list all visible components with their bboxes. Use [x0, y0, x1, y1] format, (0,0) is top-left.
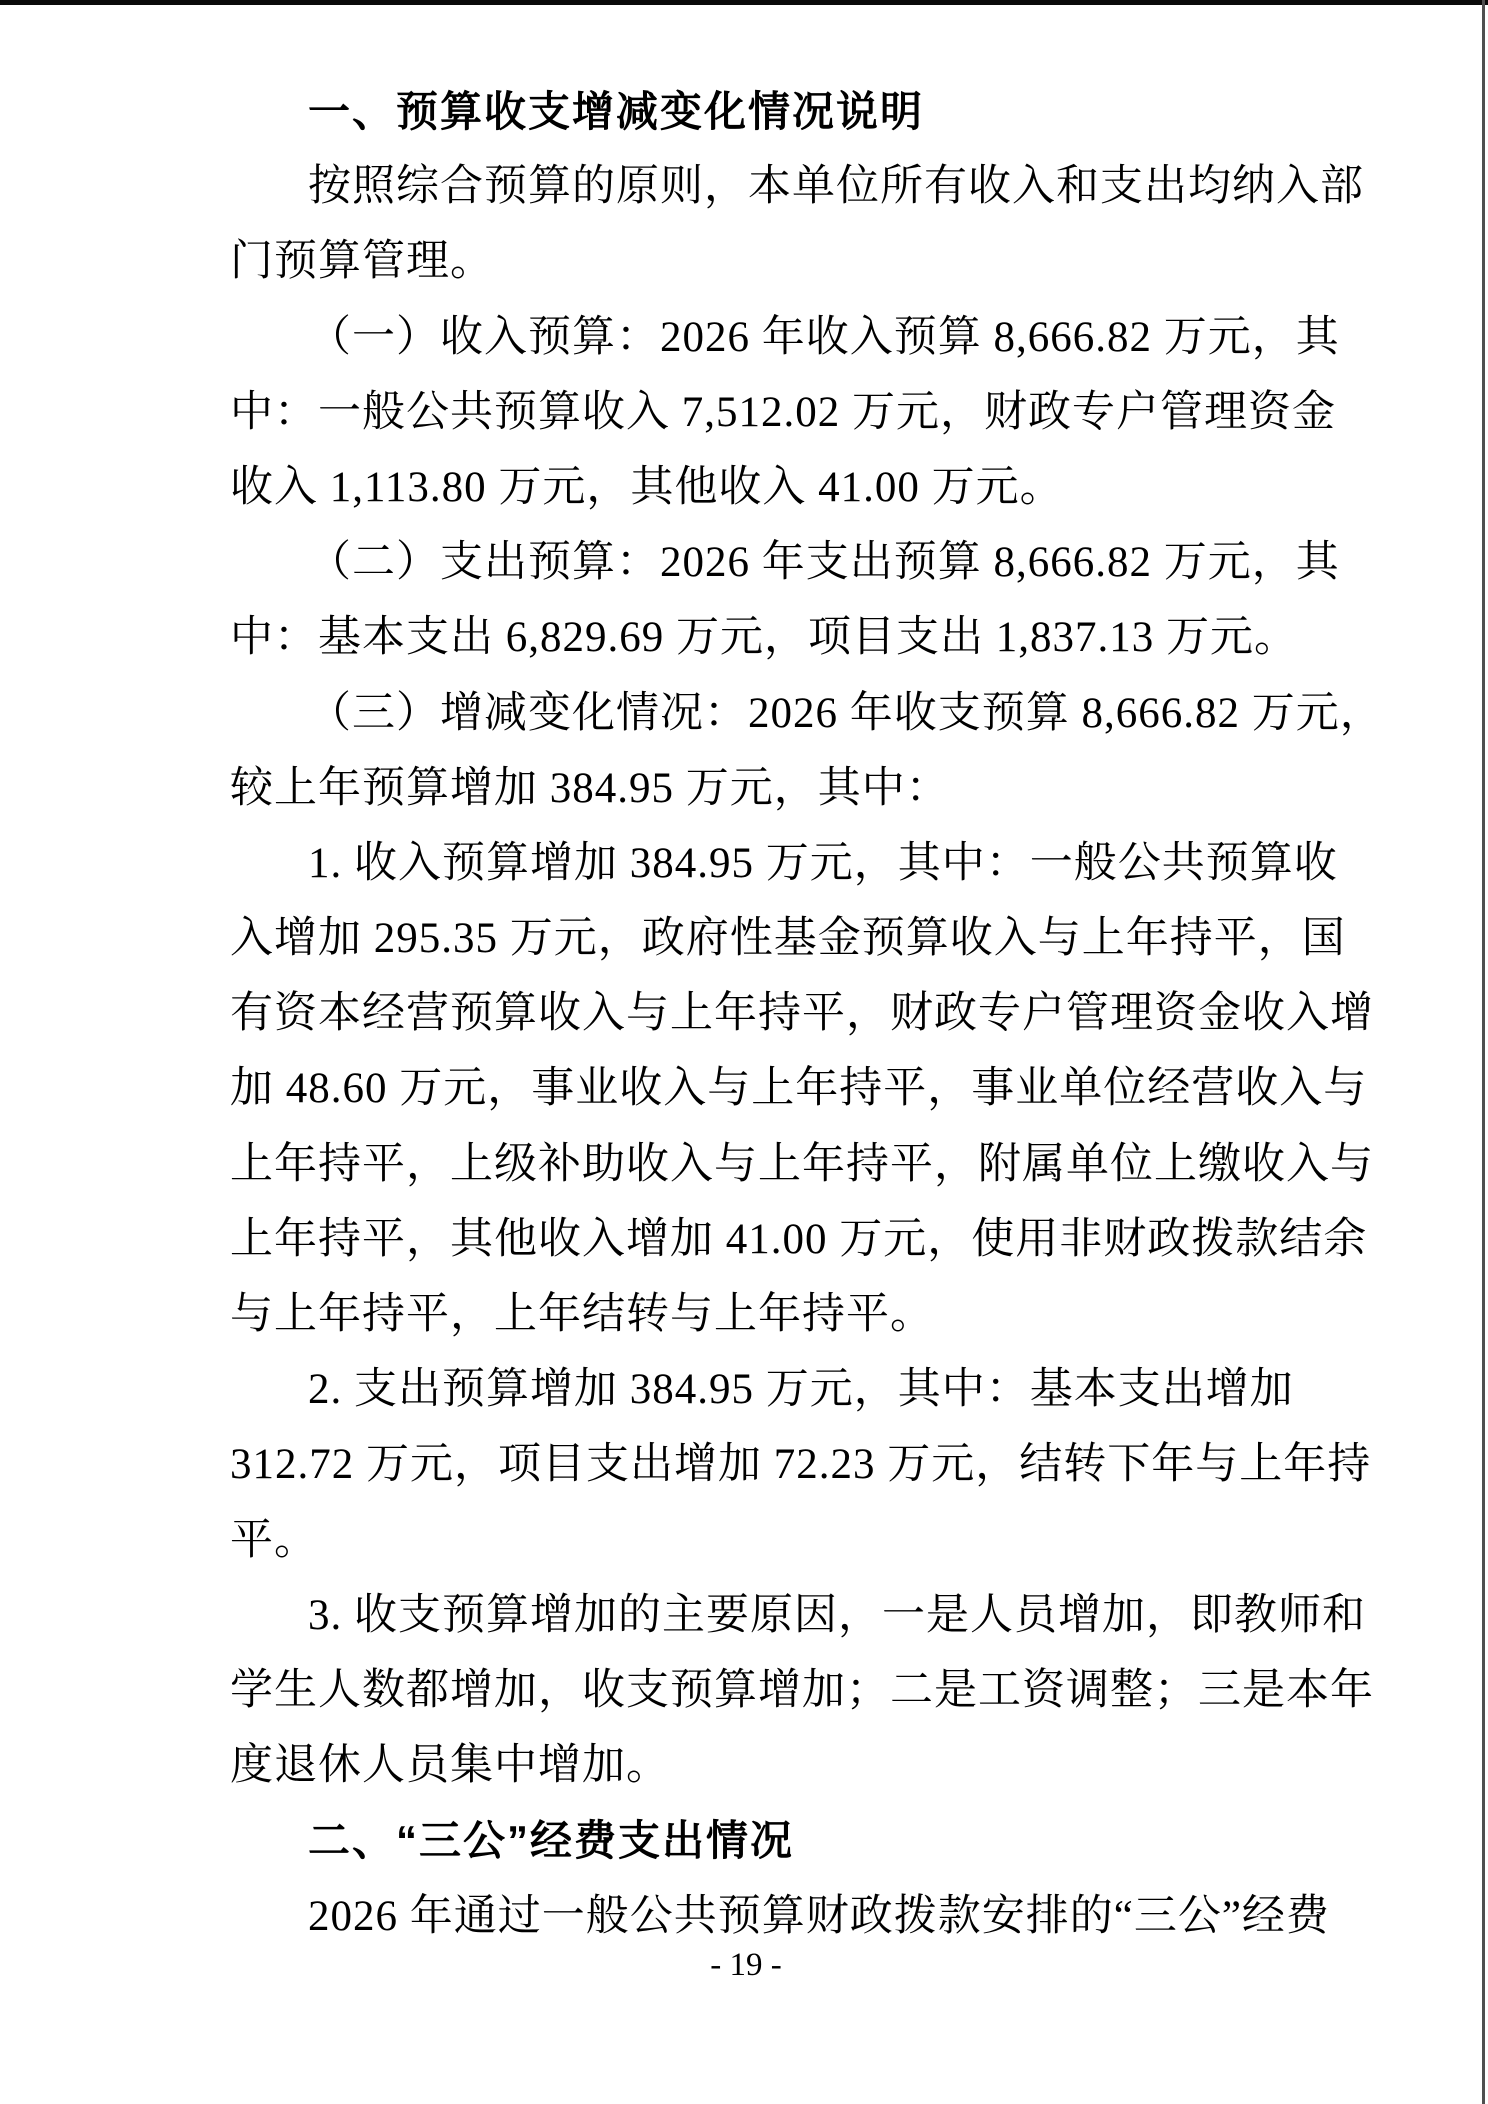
section-heading: 二、“三公”经费支出情况 [308, 1817, 795, 1865]
text-line: （一）收入预算：2026 年收入预算 8,666.82 万元，其 [308, 313, 1340, 361]
page-right-edge-line [1482, 0, 1485, 2104]
text-line: 上年持平，上级补助收入与上年持平，附属单位上缴收入与 [230, 1140, 1374, 1188]
page-number: - 19 - [710, 1947, 782, 1983]
text-line: 入增加 295.35 万元，政府性基金预算收入与上年持平，国 [230, 915, 1346, 963]
text-line: 度退休人员集中增加。 [230, 1742, 670, 1790]
text-line: 1. 收入预算增加 384.95 万元，其中：一般公共预算收 [308, 839, 1338, 887]
text-line: 2. 支出预算增加 384.95 万元，其中：基本支出增加 [308, 1366, 1294, 1414]
text-line: 平。 [230, 1516, 318, 1564]
text-line: （二）支出预算：2026 年支出预算 8,666.82 万元，其 [308, 539, 1340, 587]
section-heading: 一、预算收支增减变化情况说明 [308, 88, 925, 135]
text-line: 较上年预算增加 384.95 万元，其中： [230, 764, 950, 812]
text-line: 中：基本支出 6,829.69 万元，项目支出 1,837.13 万元。 [230, 614, 1298, 662]
text-line: 与上年持平，上年结转与上年持平。 [230, 1291, 934, 1338]
text-line: （三）增减变化情况：2026 年收支预算 8,666.82 万元， [308, 689, 1384, 737]
text-line: 门预算管理。 [230, 238, 494, 286]
text-line: 3. 收支预算增加的主要原因，一是人员增加，即教师和 [308, 1591, 1366, 1639]
text-line: 收入 1,113.80 万元，其他收入 41.00 万元。 [230, 463, 1064, 511]
text-line: 按照综合预算的原则，本单位所有收入和支出均纳入部 [308, 163, 1364, 211]
text-line: 学生人数都增加，收支预算增加；二是工资调整；三是本年 [230, 1666, 1374, 1714]
document-body [230, 74, 1384, 1954]
text-line: 中：一般公共预算收入 7,512.02 万元，财政专户管理资金 [230, 388, 1336, 436]
text-line: 上年持平，其他收入增加 41.00 万元，使用非财政拨款结余 [230, 1215, 1368, 1263]
text-line: 有资本经营预算收入与上年持平，财政专户管理资金收入增 [230, 990, 1374, 1038]
text-line: 2026 年通过一般公共预算财政拨款安排的“三公”经费 [308, 1892, 1330, 1940]
text-line: 加 48.60 万元，事业收入与上年持平，事业单位经营收入与 [230, 1065, 1368, 1113]
top-edge-bar [0, 0, 1488, 5]
text-line: 312.72 万元，项目支出增加 72.23 万元，结转下年与上年持 [230, 1441, 1372, 1489]
